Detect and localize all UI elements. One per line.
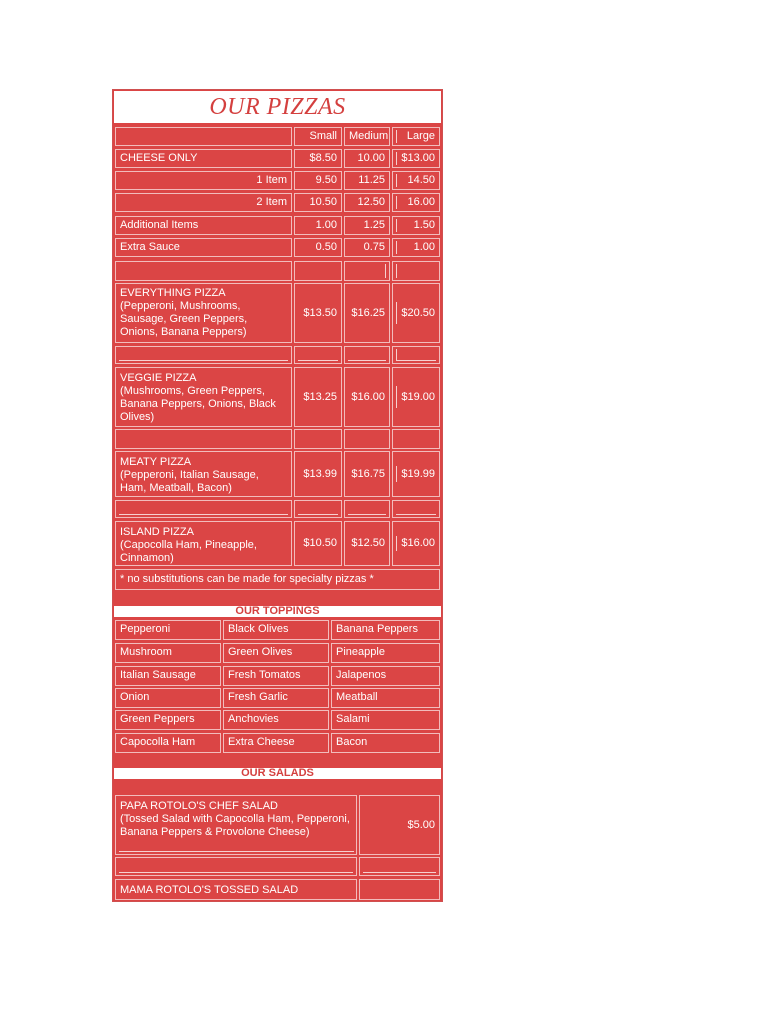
salad-item xyxy=(115,879,357,900)
topping-item: Capocolla Ham xyxy=(115,733,221,753)
spacer-cell xyxy=(344,346,390,364)
topping-item: Mushroom xyxy=(115,643,221,663)
spacer-cell xyxy=(359,857,440,876)
spacer-cell xyxy=(115,346,292,364)
pizza-name: VEGGIE PIZZA xyxy=(120,372,197,384)
pizza-description: (Pepperoni, Mushrooms, Sausage, Green Peppers, Onions, Banana Peppers) xyxy=(120,300,248,338)
pizza-description: (Mushrooms, Green Peppers, Banana Peppers, Onions, Black Olives) xyxy=(120,385,276,423)
topping-item: Italian Sausage xyxy=(115,666,221,686)
toppings-heading: OUR TOPPINGS xyxy=(114,606,441,617)
spacer-cell xyxy=(344,500,390,518)
price-medium: 12.50 xyxy=(344,193,390,212)
topping-item: Green Peppers xyxy=(115,710,221,730)
price-large: 14.50 xyxy=(392,171,440,190)
salad-price xyxy=(359,879,440,900)
price-small: $13.25 xyxy=(294,367,342,427)
price-large: 16.00 xyxy=(392,193,440,212)
price-large: $13.00 xyxy=(392,149,440,168)
pizza-name: EVERYTHING PIZZA xyxy=(120,287,226,299)
price-small: 10.50 xyxy=(294,193,342,212)
price-large: 1.50 xyxy=(392,216,440,235)
pizza-description: (Capocolla Ham, Pineapple, Cinnamon) xyxy=(120,539,257,564)
topping-item: Green Olives xyxy=(223,643,329,663)
spacer-cell xyxy=(294,261,342,281)
price-medium: $12.50 xyxy=(344,521,390,566)
price-row-label: Extra Sauce xyxy=(115,238,292,257)
substitution-note: * no substitutions can be made for specialty pizzas * xyxy=(115,569,440,590)
price-row-label: 2 Item xyxy=(115,193,292,212)
topping-item: Salami xyxy=(331,710,440,730)
price-large: 1.00 xyxy=(392,238,440,257)
price-small: 9.50 xyxy=(294,171,342,190)
pizza-name: MEATY PIZZA xyxy=(120,456,192,468)
price-medium: $16.75 xyxy=(344,451,390,497)
specialty-pizza xyxy=(115,367,292,427)
price-small: $13.50 xyxy=(294,283,342,343)
header-large: Large xyxy=(392,127,440,146)
topping-item: Bacon xyxy=(331,733,440,753)
price-large: $19.00 xyxy=(392,367,440,427)
topping-item: Pepperoni xyxy=(115,620,221,640)
specialty-pizza xyxy=(115,283,292,343)
header-medium: Medium xyxy=(344,127,390,146)
spacer-cell xyxy=(115,429,292,449)
spacer-cell xyxy=(392,429,440,449)
pizza-description: (Pepperoni, Italian Sausage, Ham, Meatball, Bacon) xyxy=(120,469,259,494)
salad-item xyxy=(115,795,357,855)
price-large: $16.00 xyxy=(392,521,440,566)
spacer-cell xyxy=(392,346,440,364)
price-medium: 11.25 xyxy=(344,171,390,190)
price-large: $20.50 xyxy=(392,283,440,343)
spacer-cell xyxy=(344,261,390,281)
price-small: $10.50 xyxy=(294,521,342,566)
specialty-pizza xyxy=(115,521,292,566)
salad-price: $5.00 xyxy=(359,795,440,855)
spacer-cell xyxy=(294,346,342,364)
price-small: $8.50 xyxy=(294,149,342,168)
topping-item: Fresh Tomatos xyxy=(223,666,329,686)
price-medium: 1.25 xyxy=(344,216,390,235)
pizza-name: ISLAND PIZZA xyxy=(120,526,194,538)
spacer-cell xyxy=(344,429,390,449)
price-row-label: CHEESE ONLY xyxy=(115,149,292,168)
menu-title-box xyxy=(114,91,441,123)
specialty-pizza xyxy=(115,451,292,497)
header-small: Small xyxy=(294,127,342,146)
menu-title: OUR PIZZAS xyxy=(209,93,346,120)
price-medium: 0.75 xyxy=(344,238,390,257)
price-row-label: Additional Items xyxy=(115,216,292,235)
salad-name: MAMA ROTOLO'S TOSSED SALAD xyxy=(120,884,299,896)
topping-item: Extra Cheese xyxy=(223,733,329,753)
spacer-cell xyxy=(392,261,440,281)
salad-description: (Tossed Salad with Capocolla Ham, Pepperoni, Banana Peppers & Provolone Cheese) xyxy=(120,813,350,838)
price-row-label: 1 Item xyxy=(115,171,292,190)
price-large: $19.99 xyxy=(392,451,440,497)
price-small: $13.99 xyxy=(294,451,342,497)
spacer-cell xyxy=(115,857,357,876)
salads-heading: OUR SALADS xyxy=(114,768,441,779)
salad-name: PAPA ROTOLO'S CHEF SALAD xyxy=(120,800,278,812)
price-medium: $16.00 xyxy=(344,367,390,427)
topping-item: Black Olives xyxy=(223,620,329,640)
price-medium: 10.00 xyxy=(344,149,390,168)
price-small: 1.00 xyxy=(294,216,342,235)
topping-item: Anchovies xyxy=(223,710,329,730)
spacer-cell xyxy=(294,500,342,518)
price-medium: $16.25 xyxy=(344,283,390,343)
pizza-menu xyxy=(112,89,443,902)
topping-item: Fresh Garlic xyxy=(223,688,329,708)
spacer-cell xyxy=(115,261,292,281)
spacer-cell xyxy=(294,429,342,449)
topping-item: Meatball xyxy=(331,688,440,708)
topping-item: Banana Peppers xyxy=(331,620,440,640)
header-blank-cell xyxy=(115,127,292,146)
price-small: 0.50 xyxy=(294,238,342,257)
spacer-cell xyxy=(115,500,292,518)
topping-item: Jalapenos xyxy=(331,666,440,686)
topping-item: Onion xyxy=(115,688,221,708)
spacer-cell xyxy=(392,500,440,518)
topping-item: Pineapple xyxy=(331,643,440,663)
